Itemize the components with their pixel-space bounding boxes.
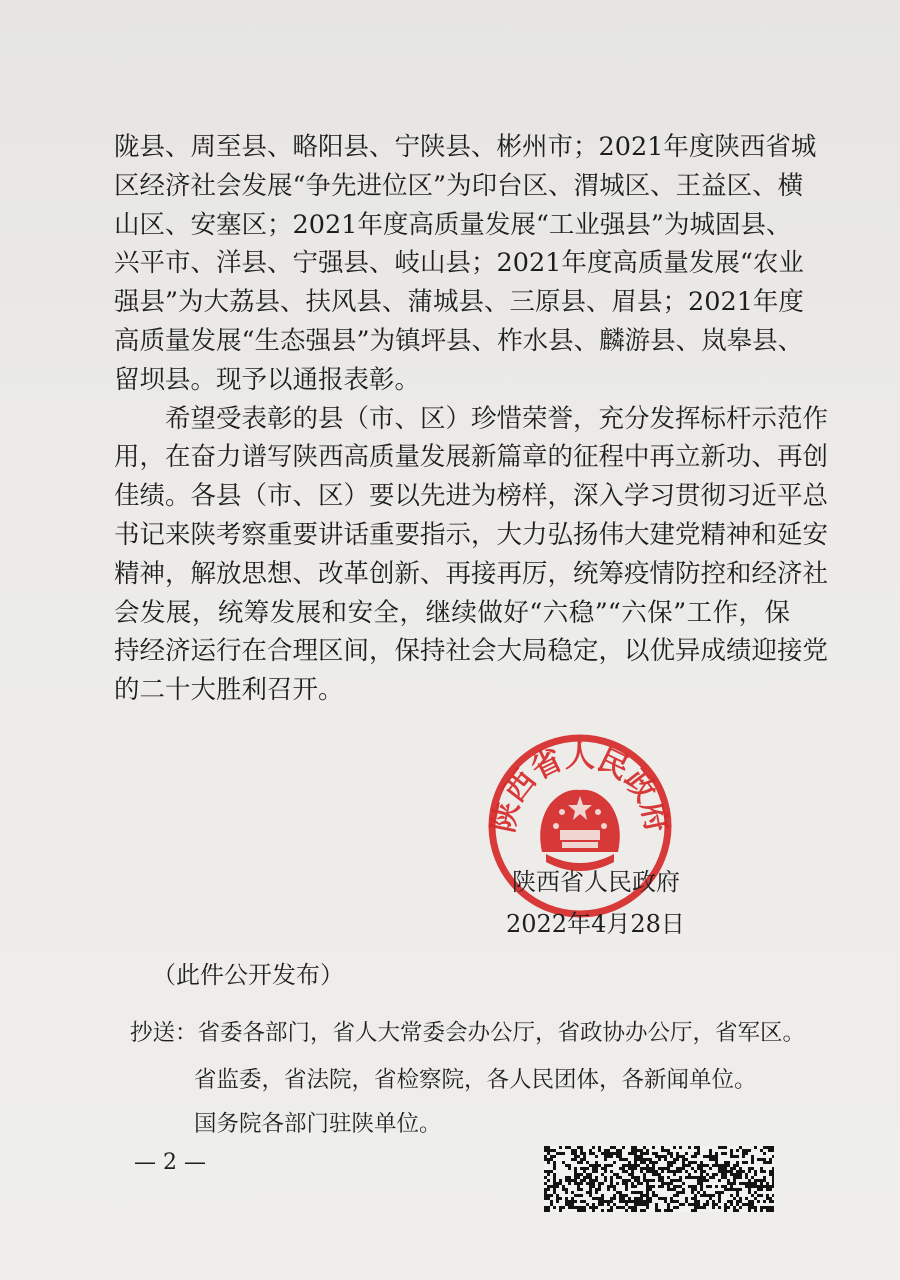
document-body bbox=[114, 128, 829, 710]
body-line: 用，在奋力谱写陕西高质量发展新篇章的征程中再立新功、再创 bbox=[114, 442, 829, 473]
body-line: 强县”为大荔县、扶风县、蒲城县、三原县、眉县；2021年度 bbox=[114, 287, 804, 318]
body-line: 兴平市、洋县、宁强县、岐山县；2021年度高质量发展“农业 bbox=[114, 248, 804, 279]
body-line: 希望受表彰的县（市、区）珍惜荣誉，充分发挥标杆示范作 bbox=[114, 403, 829, 434]
cc-line: 省监委，省法院，省检察院，各人民团体，各新闻单位。 bbox=[194, 1067, 757, 1093]
body-line: 留坝县。现予以通报表彰。 bbox=[114, 364, 421, 395]
issue-date: 2022年4月28日 bbox=[506, 910, 685, 938]
body-line: 的二十大胜利召开。 bbox=[114, 675, 344, 706]
national-emblem-icon bbox=[540, 790, 620, 871]
cc-line: 抄送：省委各部门，省人大常委会办公厅，省政协办公厅，省军区。 bbox=[130, 1020, 806, 1046]
qr-code bbox=[544, 1146, 774, 1212]
body-line: 山区、安塞区；2021年度高质量发展“工业强县”为城固县、 bbox=[114, 209, 792, 240]
body-line: 佳绩。各县（市、区）要以先进为榜样，深入学习贯彻习近平总 bbox=[114, 481, 829, 512]
body-line: 区经济社会发展“争先进位区”为印台区、渭城区、王益区、横 bbox=[114, 170, 804, 201]
page-number: — 2 — bbox=[134, 1150, 206, 1175]
body-line: 会发展，统筹发展和安全，继续做好“六稳”“六保”工作，保 bbox=[114, 597, 790, 628]
signing-authority: 陕西省人民政府 bbox=[512, 868, 680, 896]
body-line: 书记来陕考察重要讲话重要指示，大力弘扬伟大建党精神和延安 bbox=[114, 519, 829, 550]
body-line: 陇县、周至县、略阳县、宁陕县、彬州市；2021年度陕西省城 bbox=[114, 132, 817, 162]
release-note: （此件公开发布） bbox=[152, 961, 344, 989]
body-line: 精神，解放思想、改革创新、再接再厉，统筹疫情防控和经济社 bbox=[114, 558, 829, 589]
body-line: 持经济运行在合理区间，保持社会大局稳定，以优异成绩迎接党 bbox=[114, 636, 829, 667]
body-line: 高质量发展“生态强县”为镇坪县、柞水县、麟游县、岚皋县、 bbox=[114, 325, 804, 356]
seal-text: 陕西省人民政府 bbox=[486, 739, 674, 836]
cc-line: 国务院各部门驻陕单位。 bbox=[194, 1111, 442, 1137]
